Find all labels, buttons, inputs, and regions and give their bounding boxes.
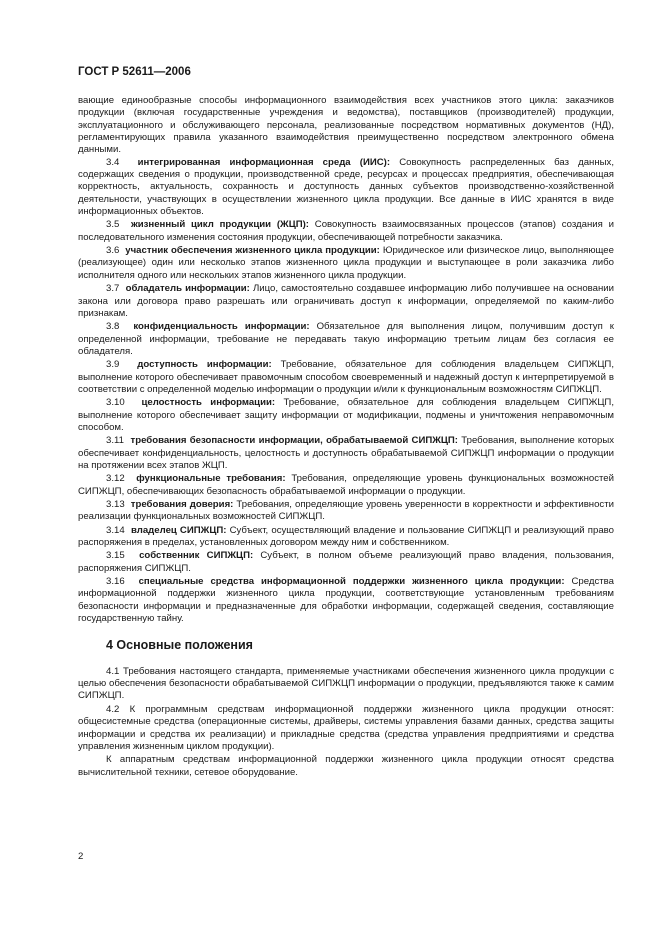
definitions-list <box>78 157 614 626</box>
definition-item <box>78 157 614 219</box>
definition-term: целостность информации: <box>141 397 276 409</box>
definition-number: 3.8 <box>106 321 120 333</box>
definition-text: Обязательное для выполнения лицом, получившим доступ к определенной информации, требование не передавать такую информацию третьим лицам без согласия ее обладателя. <box>78 321 614 357</box>
definition-term: доступность информации: <box>137 359 272 371</box>
definition-text: Субъект, осуществляющий владение и пользование СИПЖЦП и реализующий право распоряжения в пределах, установленных договором между ним и собственником. <box>78 524 614 549</box>
definition-term: конфиденциальность информации: <box>133 321 310 333</box>
definition-term: специальные средства информационной поддержки жизненного цикла продукции: <box>138 576 565 588</box>
definition-item <box>78 219 614 244</box>
definition-number: 3.14 <box>106 524 125 536</box>
definition-term: владелец СИПЖЦП: <box>130 524 227 536</box>
definition-number: 3.15 <box>106 550 125 562</box>
definition-item <box>78 435 614 472</box>
definition-item <box>78 321 614 358</box>
definition-number: 3.16 <box>106 576 125 588</box>
definition-term: собственник СИПЖЦП: <box>139 550 254 562</box>
definition-text: Лицо, самостоятельно создавшее информацию либо получившее на основании закона или договора право разрешать или ограничивать доступ к информации, определяемой по каким-либо признакам. <box>78 283 615 319</box>
definition-number: 3.12 <box>106 473 125 485</box>
definition-text: Юридическое или физическое лицо, выполняющее (реализующее) один или несколько этапов жизненного цикла продукции и выступающее в роли заказчика либо исполнителя одного или нескольких этапов жизненного цикла продукции. <box>78 245 614 281</box>
definition-text: Совокупность взаимосвязанных процессов (этапов) создания и последовательного изменения состояния продукции, обеспечивающей потребности заказчика. <box>78 219 614 243</box>
definition-item <box>78 245 614 282</box>
definition-item <box>78 525 614 550</box>
definition-term: требования безопасности информации, обрабатываемой СИПЖЦП: <box>130 435 459 447</box>
definition-term: жизненный цикл продукции (ЖЦП): <box>130 219 309 231</box>
definition-item <box>78 550 614 575</box>
definition-number: 3.7 <box>106 283 120 295</box>
page-number: 2 <box>78 851 84 862</box>
definition-text: Требование, обязательное для соблюдения владельцем СИПЖЦП, выполнение которого обеспечивает защиту информации от модификации, подмены и уничтожения неправомочным способом. <box>78 397 614 433</box>
definition-number: 3.4 <box>106 156 120 168</box>
definition-item <box>78 283 614 320</box>
definition-item <box>78 473 614 498</box>
document-body <box>78 95 614 779</box>
definition-term: требования доверия: <box>130 499 234 510</box>
intro-paragraph: вающие единообразные способы информационного взаимодействия всех участников этого цикла: заказчиков продукции (включая государственные учреждения и ведомства), поставщиков (производителей) продукции, эксплуатационного и обслуживающего персонала, реализованные посредством нормативных документов (НД), регламентирующих правила указанного взаимодействия преимущественно посредством электронного обмена данными. <box>78 95 614 156</box>
definition-number: 3.11 <box>106 435 124 447</box>
definition-number: 3.6 <box>106 245 120 257</box>
section-paragraph: 4.2 К программным средствам информационной поддержки жизненного цикла продукции относят: общесистемные средства (операционные системы, драйверы, системы управления базами данных, средства защиты информации и средства их реализации) и прикладные средства (средства управления предприятиями и средства управления жизненным циклом продукции). <box>78 703 614 752</box>
definition-text: Средства информационной поддержки жизненного цикла продукции, соответствующие установленным требованиям безопасности информации и предназначенные для обработки информации, содержащей сведения, составляющие государственную тайну. <box>78 576 614 625</box>
definition-item <box>78 397 614 434</box>
definition-number: 3.13 <box>106 499 125 510</box>
section-paragraph: 4.1 Требования настоящего стандарта, применяемые участниками обеспечения жизненного цикла продукции с целью обеспечения безопасности обрабатываемой СИПЖЦП информации о продукции, предъявляются также к самим СИПЖЦП. <box>78 665 614 702</box>
document-header: ГОСТ Р 52611—2006 <box>78 66 191 78</box>
definition-text: Совокупность распределенных баз данных, содержащих сведения о продукции, производственной среде, ресурсах и процессах предприятия, обеспечивающая корректность, актуальность, сохранность и доступность данных субъектов производственно-хозяйственной деятельности, участвующих в осуществлении жизненного цикла продукции. Все данные в ИИС хранятся в виде информационных объектов. <box>78 156 614 218</box>
definition-text: Требования, определяющие уровень функциональных возможностей СИПЖЦП, обеспечивающих безопасность обрабатываемой информации о продукции. <box>78 473 614 497</box>
definition-number: 3.9 <box>106 359 120 371</box>
definition-text: Субъект, в полном объеме реализующий право владения, пользования, распоряжения СИПЖЦП. <box>78 550 614 574</box>
definition-number: 3.10 <box>106 397 125 409</box>
definition-text: Требования, определяющие уровень уверенности в корректности и эффективности реализации функциональных возможностей СИПЖЦП. <box>78 499 614 523</box>
section-title: 4 Основные положения <box>106 638 253 653</box>
definition-item <box>78 359 614 396</box>
definition-term: функциональные требования: <box>136 473 286 485</box>
definition-term: интегрированная информационная среда (ИИС): <box>137 156 391 168</box>
definition-term: участник обеспечения жизненного цикла продукции: <box>125 245 380 257</box>
definition-term: обладатель информации: <box>125 283 250 295</box>
definition-item <box>78 576 614 625</box>
definition-item <box>78 499 614 524</box>
definition-text: Требование, обязательное для соблюдения владельцем СИПЖЦП, выполнение которого обеспечивает правомочным способом своевременный и надежный доступ к интерпретируемой в соответствии с определенной моделью информации о продукции и/или к функциональным возможностям СИПЖЦП. <box>78 359 614 395</box>
section-paragraph: К аппаратным средствам информационной поддержки жизненного цикла продукции относят средства вычислительной техники, сетевое оборудование. <box>78 754 614 778</box>
definition-text: Требования, выполнение которых обеспечивает конфиденциальность, целостность и доступность обрабатываемой СИПЖЦП информации о продукции на протяжении всех этапов ЖЦП. <box>78 435 615 471</box>
definition-number: 3.5 <box>106 219 120 231</box>
